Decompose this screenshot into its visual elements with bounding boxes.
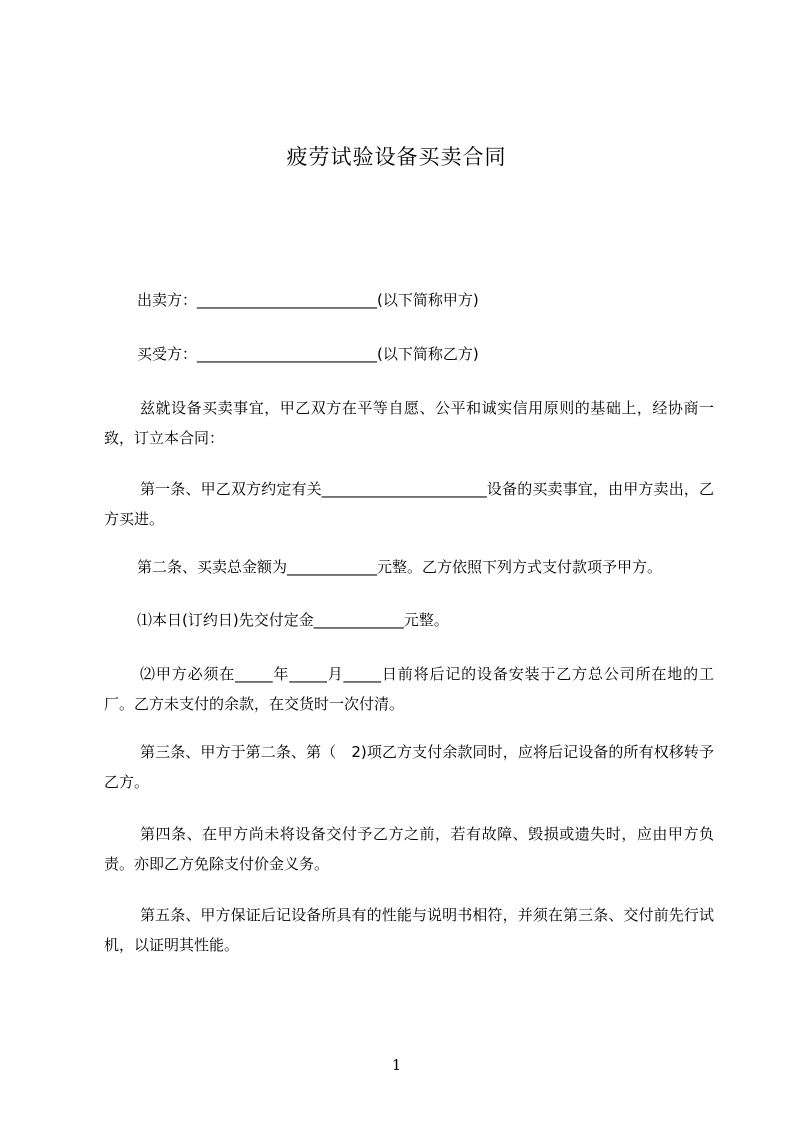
article-2-item-1: ⑴本日(订约日)先交付定金____________元整。 [137,611,449,629]
article-5-paragraph: 第五条、甲方保证后记设备所具有的性能与说明书相符，并须在第三条、交付前先行试机，以证明其性能。 [104,906,714,954]
article-3-paragraph: 第三条、甲方于第二条、第（ 2)项乙方支付余款同时，应将后记设备的所有权移转予乙方。 [104,743,714,791]
article-2-item-2: ⑵甲方必须在_____年_____月_____日前将后记的设备安装于乙方总公司所在地的工厂。乙方未支付的余款，在交货时一次付清。 [104,665,714,713]
document-title: 疲劳试验设备买卖合同 [286,145,507,169]
page-number: 1 [391,1056,402,1074]
article-4-paragraph: 第四条、在甲方尚未将设备交付予乙方之前，若有故障、毁损或遗失时，应由甲方负责。亦即乙方免除支付价金义务。 [104,825,714,873]
article-2-paragraph: 第二条、买卖总金额为____________元整。乙方依照下列方式支付款项予甲方。 [137,558,663,576]
article-1-paragraph: 第一条、甲乙双方约定有关______________________设备的买卖事宜，由甲方卖出，乙方买进。 [104,480,714,528]
buyer-line: 买受方：________________________(以下简称乙方) [137,345,479,363]
seller-line: 出卖方：________________________(以下简称甲方) [137,291,479,309]
preamble-paragraph: 兹就设备买卖事宜，甲乙双方在平等自愿、公平和诚实信用原则的基础上，经协商一致，订立本合同： [104,399,714,447]
